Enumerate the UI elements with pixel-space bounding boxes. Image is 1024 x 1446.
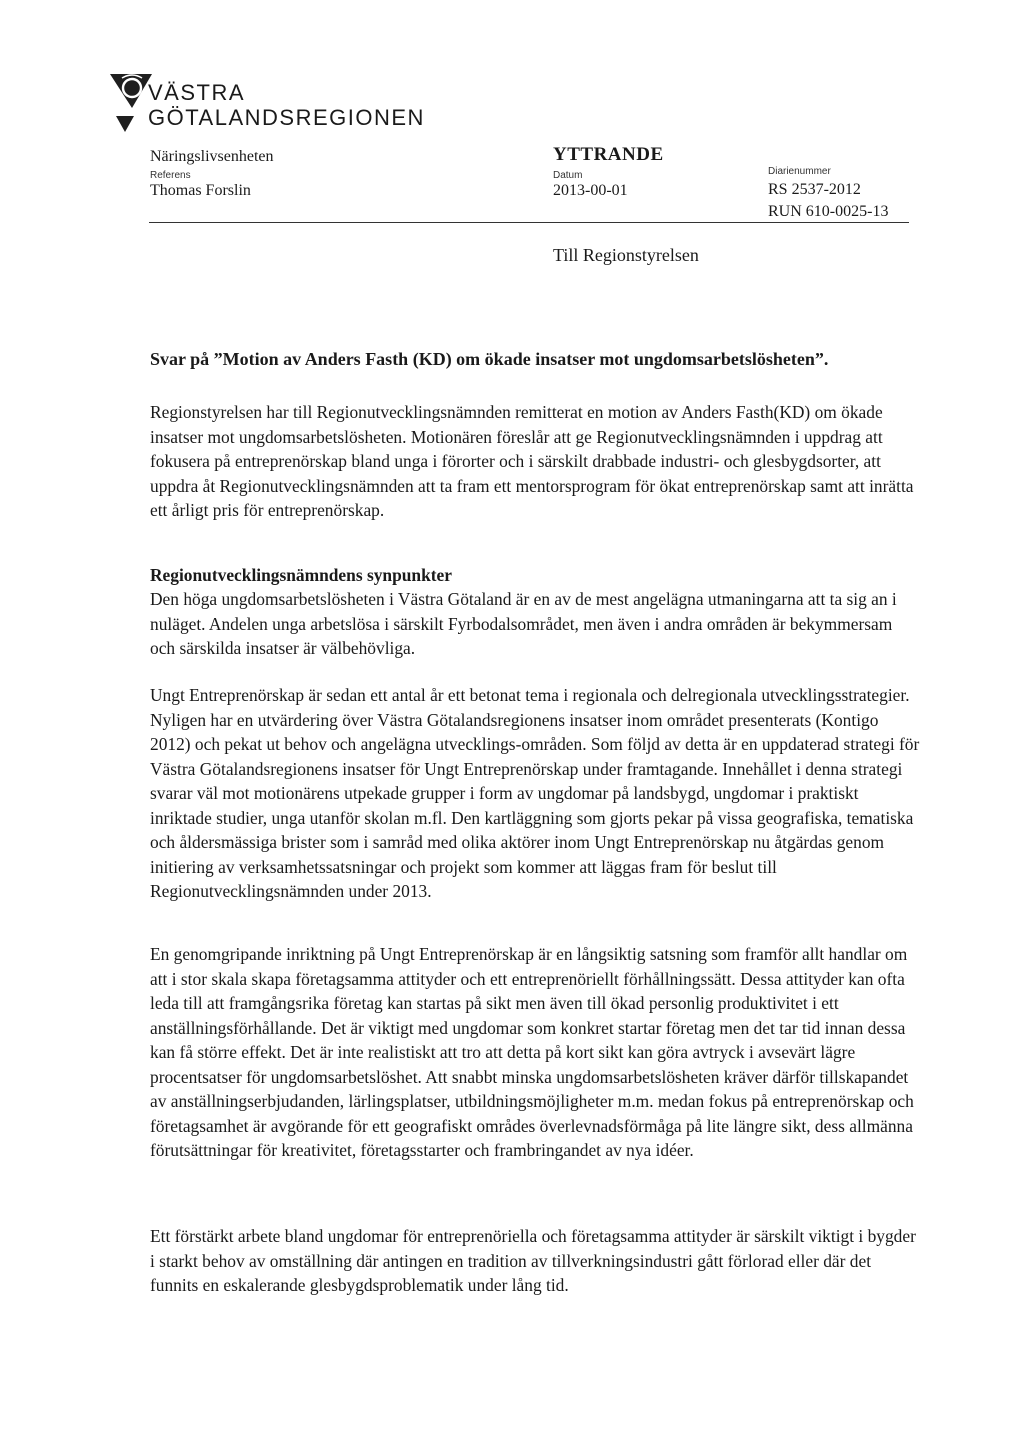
paragraph-intro: Regionstyrelsen har till Regionutvecklingsnämnden remitterat en motion av Anders Fasth(KD) om ökade insatser mot ungdomsarbetslösheten. Motionären föreslår att ge Regionutvecklingsnämnden i uppdrag att fokusera på entreprenörskap bland unga i förorter och i särskilt drabbade industri- och glesbygdsorter, att uppdra åt Regionutvecklingsnämnden att ta fram ett mentorsprogram för ökat entreprenörskap samt att inrätta ett årligt pris för entreprenörskap. [150, 402, 914, 520]
paragraph-strategy: Ungt Entreprenörskap är sedan ett antal år ett betonat tema i regionala och delregionala utvecklingsstrategier. Nyligen har en utvärdering över Västra Götalandsregionens insatser inom området presenterats (Kontigo 2012) och pekat ut behov och angelägna utvecklings-områden. Som följd av detta är en uppdaterad strategi för Västra Götalandsregionens insatser för Ungt Entreprenörskap under framtagande. Innehållet i denna strategi svarar väl mot motionärens utpekade grupper i form av ungdomar på landsbygd, ungdomar i praktiskt inriktade studier, unga utanför skolan m.fl. Den kartläggning som gjorts pekar på vissa geografiska, tematiska och åldersmässiga brister som i samråd med olika aktörer inom Ungt Entreprenörskap nu åtgärdas genom initiering av verksamhetssatsningar och projekt som kommer att läggas fram för beslut till Regionutvecklingsnämnden under 2013. [150, 685, 920, 901]
diary-number-rs: RS 2537-2012 [768, 181, 861, 198]
org-name-line-1: VÄSTRA [148, 80, 246, 105]
reference-value: Thomas Forslin [150, 182, 251, 199]
date-label: Datum [553, 170, 583, 181]
date-value: 2013-00-01 [553, 182, 628, 199]
department: Näringslivsenheten [150, 148, 274, 165]
diary-number-label: Diarienummer [768, 166, 831, 177]
paragraph-rural: Ett förstärkt arbete bland ungdomar för entreprenöriella och företagsamma attityder är särskilt viktigt i bygder i starkt behov av omställning där antingen en tradition av tillverkningsindustri gått förlorad eller där det funnits en eskalerande glesbygdsproblematik under lång tid. [150, 1226, 916, 1295]
subject-heading: Svar på ”Motion av Anders Fasth (KD) om ökade insatser mot ungdomsarbetslösheten”. [150, 349, 829, 369]
header-divider [149, 222, 909, 223]
diary-number-run: RUN 610-0025-13 [768, 203, 889, 220]
section-heading: Regionutvecklingsnämndens synpunkter [150, 565, 452, 585]
organization-name [148, 80, 425, 130]
recipient: Till Regionstyrelsen [553, 245, 699, 265]
reference-label: Referens [150, 170, 191, 181]
document-type: YTTRANDE [553, 144, 664, 165]
org-name-line-2: GÖTALANDSREGIONEN [148, 105, 425, 130]
paragraph-unemployment: Den höga ungdomsarbetslösheten i Västra Götaland är en av de mest angelägna utmaningarna att ta sig an i nuläget. Andelen unga arbetslösa i särskilt Fyrbodalsområdet, men även i andra områden är bekymmersam och särskilda insatser är välbehövliga. [150, 589, 897, 658]
paragraph-long-term: En genomgripande inriktning på Ungt Entreprenörskap är en långsiktig satsning som framför allt handlar om att i stor skala skapa företagsamma attityder och ett entreprenöriellt förhållningssätt. Dessa attityder kan ofta leda till att framgångsrika företag kan startas på sikt men även till ökad personlig produktivitet i ett anställningsförhållande. Det är viktigt med ungdomar som konkret startar företag men det tar tid innan dessa kan få större effekt. Det är inte realistiskt att tro att detta på kort sikt kan göra avtryck i avsevärt lägre procentsatser för ungdomsarbetslöshet. Att snabbt minska ungdomsarbetslösheten kräver därför tillskapandet av anställningserbjudanden, lärlingsplatser, utbildningsmöjligheter m.m. medan fokus på entreprenörskap och företagsamhet är avgörande för ett geografiskt områdes överlevnadsförmåga på lite längre sikt, dess allmänna förutsättningar för kreativitet, företagsstarter och frambringandet av nya idéer. [150, 944, 914, 1160]
